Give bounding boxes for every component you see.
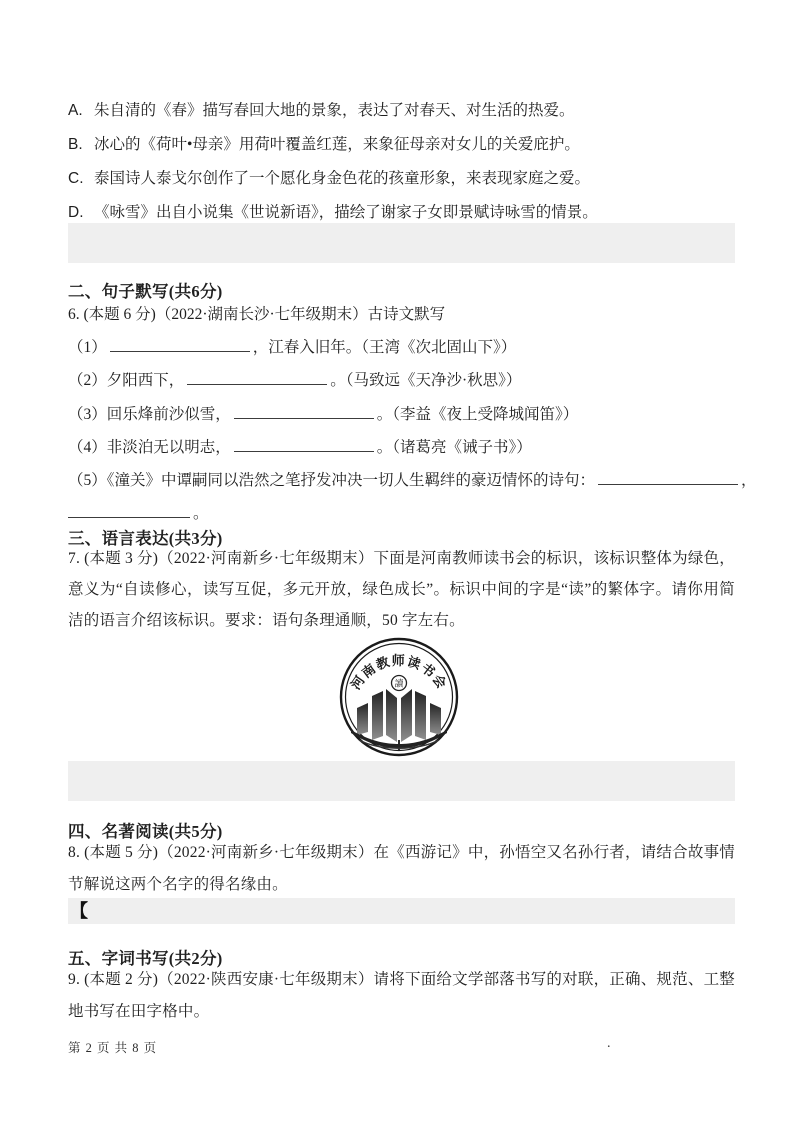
q6-item-1-blank (110, 338, 250, 352)
option-d-text: 《咏雪》出自小说集《世说新语》，描绘了谢家子女即景赋诗咏雪的情景。 (94, 204, 598, 221)
option-a (68, 94, 735, 128)
q6-item-3-pre: （3）回乐烽前沙似雪， (68, 405, 231, 423)
question-6-block (68, 298, 757, 530)
page-number: 第 2 页 共 8 页 (68, 1041, 158, 1055)
q6-item-3 (68, 398, 735, 431)
q6-item-1 (68, 331, 735, 364)
q6-item-5-blank (598, 471, 738, 485)
answer-area-q8 (68, 898, 735, 924)
option-b-text: 冰心的《荷叶•母亲》用荷叶覆盖红莲，来象征母亲对女儿的关爱庇护。 (94, 136, 580, 153)
reading-club-logo (337, 636, 461, 758)
q6-item-5 (68, 464, 757, 497)
logo-center-char: 讀 (394, 678, 404, 689)
q6-item-5-post-2: 。 (193, 505, 209, 523)
logo-arc-text: 河南教师读书会 (347, 653, 451, 693)
q6-item-1-post: ，江春入旧年。（王湾《次北固山下》） (252, 339, 517, 357)
question-9-text: 9. (本题 2 分)（2022·陕西安康·七年级期末）请将下面给文学部落书写的对联，正确、规范、工整地书写在田字格中。 (68, 971, 735, 1020)
q6-item-3-blank (234, 405, 374, 419)
stray-mark: . (607, 1036, 611, 1051)
question-8-text: 8. (本题 5 分)（2022·河南新乡·七年级期末）在《西游记》中，孙悟空又名孙行者，请结合故事情节解说这两个名字的得名缘由。 (68, 844, 735, 893)
q6-item-4 (68, 431, 735, 464)
q6-item-5-post: ， (741, 472, 757, 490)
q6-item-5-continued (68, 497, 735, 530)
option-d-label: D. (68, 204, 84, 221)
page-footer (68, 1040, 735, 1056)
option-b (68, 128, 735, 162)
q6-item-4-pre: （4）非淡泊无以明志， (68, 438, 231, 456)
q6-item-5-pre: （5）《潼关》中谭嗣同以浩然之笔抒发冲决一切人生羁绊的豪迈情怀的诗句： (68, 472, 596, 490)
logo-books (351, 689, 447, 750)
question-7-text: 7. (本题 3 分)（2022·河南新乡·七年级期末）下面是河南教师读书会的标识，该标识整体为绿色，意义为“自读修心，读写互促，多元开放，绿色成长”。标识中间的字是“读”的繁体字。请你用简洁的语言介绍该标识。要求：语句条理通顺，50 字左右。 (68, 550, 735, 629)
section-4-heading: 四、名著阅读(共5分) (68, 821, 223, 841)
q6-item-1-pre: （1） (68, 339, 107, 357)
answer-area-q5 (68, 223, 735, 263)
option-c (68, 162, 735, 196)
q6-item-2-post: 。（马致远《天净沙·秋思》） (330, 372, 522, 390)
q6-item-2-pre: （2）夕阳西下， (68, 372, 185, 390)
q6-item-4-blank (234, 438, 374, 452)
q6-item-5-blank-2 (68, 504, 190, 518)
option-a-text: 朱自清的《春》描写春回大地的景象，表达了对春天、对生活的热爱。 (94, 102, 575, 119)
section-3-heading: 三、语言表达(共3分) (68, 528, 223, 548)
question-6-intro: 6. (本题 6 分)（2022·湖南长沙·七年级期末）古诗文默写 (68, 306, 446, 323)
q6-item-2 (68, 364, 735, 397)
answer-area-q7 (68, 761, 735, 801)
answer-bracket: 【 (70, 901, 88, 921)
section-5-heading: 五、字词书写(共2分) (68, 948, 223, 968)
section-2-heading: 二、句子默写(共6分) (68, 281, 223, 301)
choice-options-block (68, 94, 735, 230)
option-a-label: A. (68, 102, 83, 119)
option-c-text: 泰国诗人泰戈尔创作了一个愿化身金色花的孩童形象，来表现家庭之爱。 (94, 170, 591, 187)
option-c-label: C. (68, 170, 84, 187)
option-b-label: B. (68, 136, 83, 153)
q6-item-3-post: 。（李益《夜上受降城闻笛》） (376, 405, 579, 423)
q6-item-2-blank (187, 371, 327, 385)
q6-item-4-post: 。（诸葛亮《诫子书》） (376, 438, 532, 456)
